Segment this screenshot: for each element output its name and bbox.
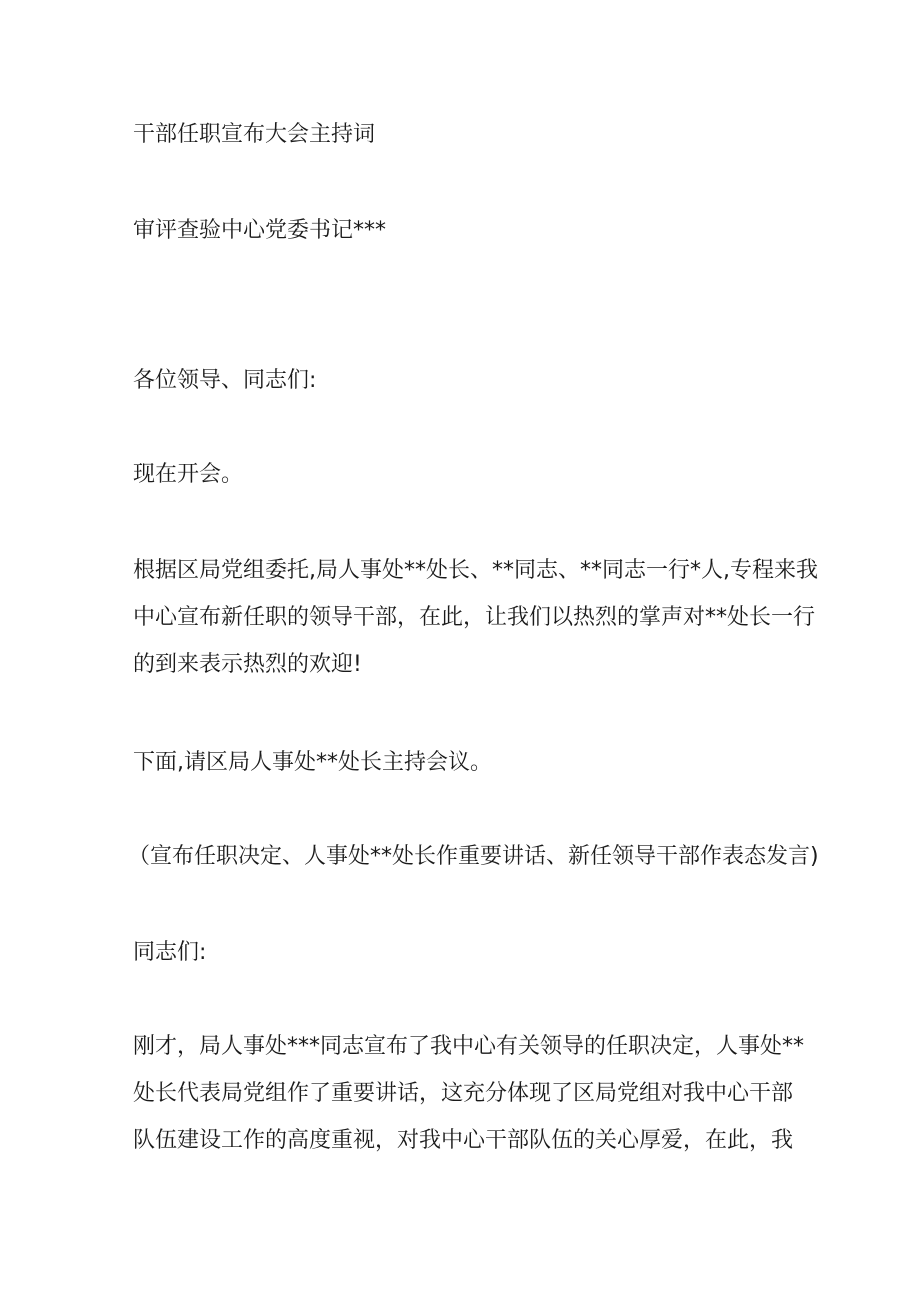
author-line: 审评查验中心党委书记*** xyxy=(133,218,387,243)
paragraph-line: 中心宣布新任职的领导干部，在此，让我们以热烈的掌声对**处长一行 xyxy=(133,605,816,630)
paragraph-line: 根据区局党组委托,局人事处**处长、**同志、**同志一行*人,专程来我 xyxy=(133,558,818,583)
document-title: 干部任职宣布大会主持词 xyxy=(133,122,376,147)
salutation: 各位领导、同志们: xyxy=(133,368,317,393)
paragraph-line: 处长代表局党组作了重要讲话，这充分体现了区局党组对我中心干部 xyxy=(133,1081,794,1106)
paragraph-remarks xyxy=(133,1023,805,1164)
paragraph-welcome xyxy=(133,547,818,688)
opening-line: 现在开会。 xyxy=(133,462,244,487)
paragraph-line: 队伍建设工作的高度重视，对我中心干部队伍的关心厚爱，在此，我 xyxy=(133,1128,794,1153)
paragraph-host-handover: 下面,请区局人事处**处长主持会议。 xyxy=(133,750,492,775)
paragraph-line: 刚才，局人事处***同志宣布了我中心有关领导的任职决定，人事处** xyxy=(133,1034,805,1059)
paragraph-line: 的到来表示热烈的欢迎! xyxy=(133,652,362,677)
agenda-note: （宣布任职决定、人事处**处长作重要讲话、新任领导干部作表态发言) xyxy=(128,844,819,869)
salutation-2: 同志们: xyxy=(133,940,207,965)
